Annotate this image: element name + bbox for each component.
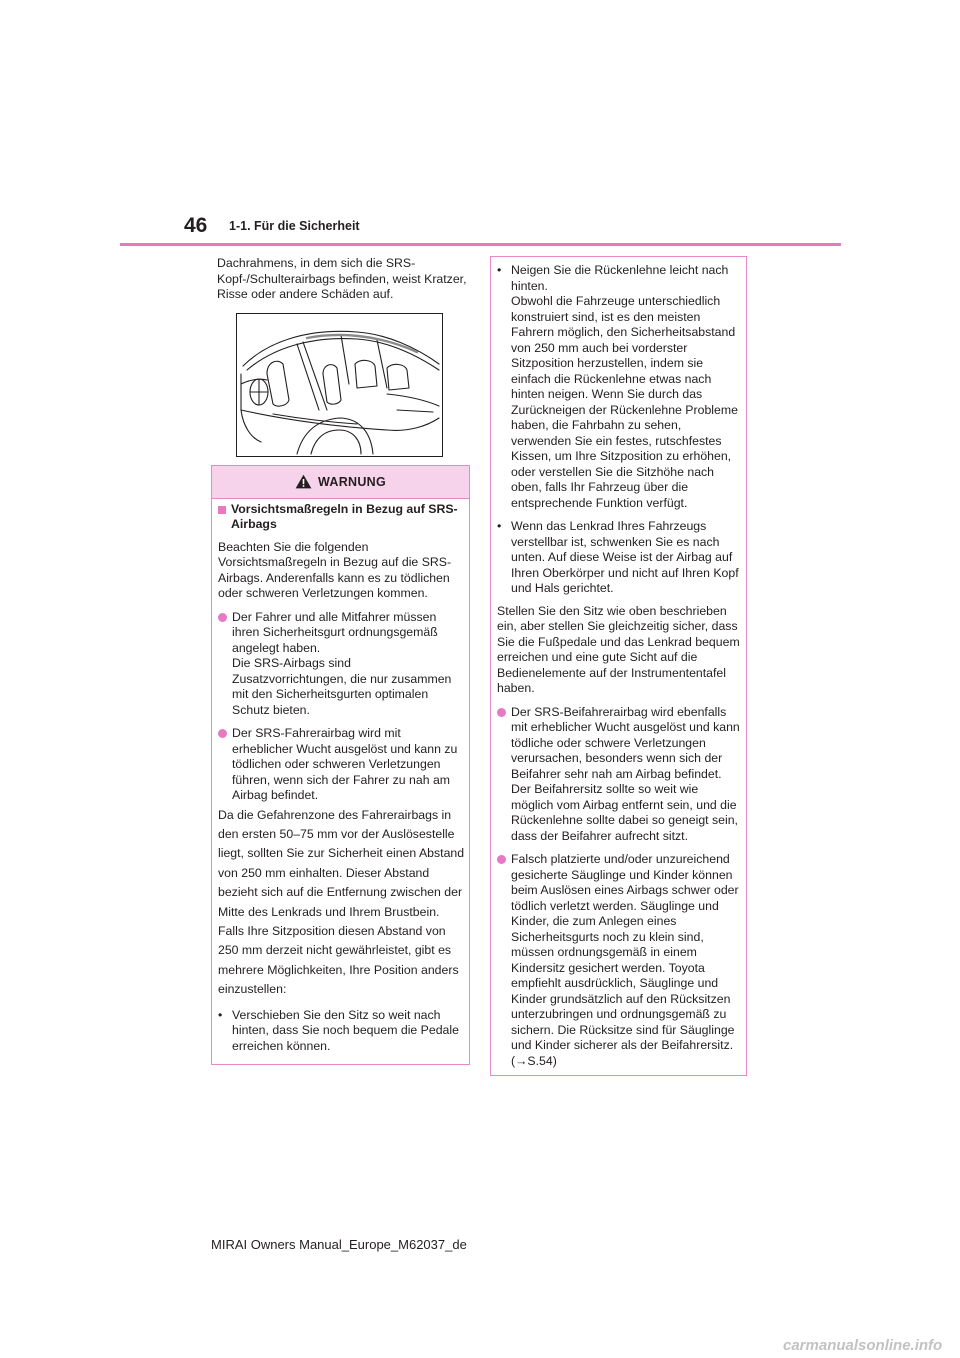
dot-bullet-icon: •	[218, 1007, 223, 1022]
warning-intro: Beachten Sie die folgenden Vorsichtsmaßregeln in Bezug auf die SRS-Airbags. Anderenfalls kann es zu tödlichen oder schweren Verletzungen kommen.	[218, 539, 452, 600]
dot-item-lean-cont: Obwohl die Fahrzeuge unterschiedlich konstruiert sind, ist es den meisten Fahrern möglich, den Sicherheitsabstand von 250 mm auch bei vorderster Sitzposition herzustellen, indem sie einfach die Rückenlehne etwas nach hinten neigen. Wenn Sie durch das Zurückneigen der Rückenlehne Probleme haben, die Fahrbahn zu sehen, verwenden Sie ein festes, rutschfestes Kissen, um Ihre Sitzposition zu erhöhen, oder verstellen Sie die Sitzhöhe nach oben, falls Ihr Fahrzeug über die entsprechende Funktion verfügt.	[511, 294, 738, 510]
dot-bullet-icon: •	[497, 263, 502, 277]
circle-bullet-icon	[497, 708, 506, 717]
passenger-bullet-text: Der SRS-Beifahrerairbag wird ebenfalls mit erheblicher Wucht ausgelöst und kann tödliche oder schwere Verletzungen verursachen, besonders wenn sich der Beifahrer sehr nah am Airbag befindet. Der Beifahrersitz sollte so weit wie möglich vom Airbag entfernt sein, und die Rückenlehne sollte dabei so geneigt sein, dass der Beifahrer aufrecht sitzt.	[511, 704, 740, 843]
warning-bullet-2-text: Der SRS-Fahrerairbag wird mit erheblicher Wucht ausgelöst und kann zu tödlichen oder schweren Verletzungen führen, wenn sich der Fahrer zu nah am Airbag befindet.	[232, 726, 458, 802]
passenger-bullet	[497, 705, 740, 845]
warning-box	[211, 465, 470, 1066]
children-bullet-text: Falsch platzierte und/oder unzureichend gesicherte Säuglinge und Kinder können beim Auslösen eines Airbags schwer oder tödlich verletzt werden. Säuglinge und Kinder, die zum Anlegen eines Sicherheitsgurts noch zu klein sind, müssen ordnungsgemäß in einem Kindersitz gesichert werden. Toyota empfiehlt ausdrücklich, Säuglinge und Kinder grundsätzlich auf den Rücksitzen unterzubringen und ordnungsgemäß zu sichern. Die Rücksitze sind für Säuglinge und Kinder sicherer als der Beifahrersitz. (→S.54)	[511, 852, 739, 1068]
circle-bullet-icon	[497, 855, 506, 864]
warning-title: WARNUNG	[317, 474, 387, 489]
dot-item-lean-text: Neigen Sie die Rückenlehne leicht nach hinten.	[511, 263, 729, 293]
warning-header	[212, 466, 469, 499]
watermark: carmanualsonline.info	[783, 1337, 943, 1354]
warning-bullet-1-text: Der Fahrer und alle Mitfahrer müssen ihren Sicherheitsgurt ordnungsgemäß angelegt haben.	[232, 609, 438, 655]
warning-triangle-icon	[295, 474, 312, 489]
warning-bullet-1	[218, 610, 465, 719]
intro-text: Dachrahmens, in dem sich die SRS-Kopf-/Schulterairbags befinden, weist Kratzer, Risse oder andere Schäden auf.	[217, 256, 467, 301]
section-title: 1-1. Für die Sicherheit	[229, 219, 360, 233]
car-interior-illustration	[236, 313, 443, 457]
warning-bullet-1-cont: Die SRS-Airbags sind Zusatzvorrichtungen, die nur zusammen mit den Sicherheitsgurten optimalen Schutz bieten.	[232, 656, 452, 717]
footer-text: MIRAI Owners Manual_Europe_M62037_de	[211, 1237, 467, 1252]
distance-paragraph: Da die Gefahrenzone des Fahrerairbags in den ersten 50–75 mm vor der Auslösestelle liegt, sollten Sie zur Sicherheit einen Abstand von 250 mm einhalten. Dieser Abstand bezieht sich auf die Entfernung zwischen der Mitte des Lenkrads und Ihrem Brustbein. Falls Ihre Sitzposition diesen Abstand von 250 mm derzeit nicht gewährleistet, gibt es mehrere Möglichkeiten, Ihre Position anders einzustellen:	[218, 807, 465, 997]
dot-bullet-icon: •	[497, 519, 502, 533]
warning-heading-text: Vorsichtsmaßregeln in Bezug auf SRS-Airbags	[231, 501, 458, 531]
dot-item-lean	[497, 263, 740, 511]
dot-item-seat-text: Verschieben Sie den Sitz so weit nach hinten, dass Sie noch bequem die Pedale erreichen können.	[232, 1007, 459, 1053]
dot-item-seat	[218, 1008, 465, 1055]
square-bullet-icon	[218, 506, 226, 514]
warning-heading	[218, 502, 465, 533]
circle-bullet-icon	[218, 729, 227, 738]
warning-continuation-box	[490, 256, 747, 1076]
header-rule	[120, 243, 841, 246]
warning-body	[212, 502, 469, 1065]
dot-item-wheel-text: Wenn das Lenkrad Ihres Fahrzeugs verstellbar ist, schwenken Sie es nach unten. Auf diese Weise ist der Airbag auf Ihren Oberkörper und nicht auf Ihren Kopf und Hals gerichtet.	[511, 519, 739, 595]
left-column	[211, 256, 470, 1065]
warning-bullet-2	[218, 726, 465, 804]
circle-bullet-icon	[218, 613, 227, 622]
seat-paragraph: Stellen Sie den Sitz wie oben beschrieben ein, aber stellen Sie gleichzeitig sicher, dass Sie die Fußpedale und das Lenkrad bequem erreichen und eine gute Sicht auf die Bedienelemente auf der Instrumententafel haben.	[497, 603, 740, 695]
children-bullet	[497, 852, 740, 1069]
page-number: 46	[184, 214, 208, 237]
dot-item-wheel	[497, 519, 740, 597]
